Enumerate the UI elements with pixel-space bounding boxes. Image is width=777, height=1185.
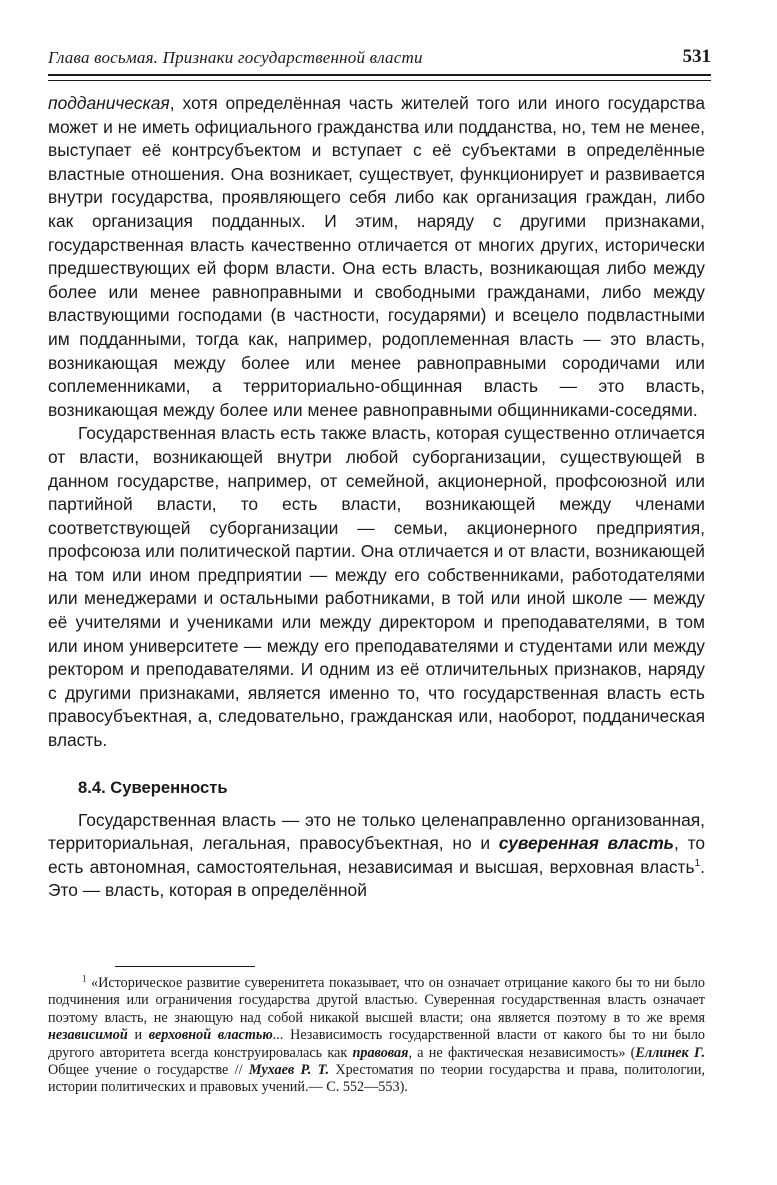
- footnote-marker: 1: [82, 973, 87, 984]
- footnote-emphasis: правовая: [352, 1044, 409, 1061]
- main-text: [48, 92, 705, 903]
- footnote-divider: [115, 966, 255, 967]
- citation-author: Мухаев Р. Т.: [248, 1062, 329, 1079]
- footnote-reference[interactable]: 1: [694, 858, 701, 870]
- lead-emphasis: подданическая: [48, 93, 170, 113]
- footnote-emphasis: верховной властью: [148, 1027, 273, 1044]
- header-rule-thick: [48, 74, 711, 76]
- footnote-text: , а не фактическая независимость» (: [408, 1044, 636, 1061]
- header-rule-thin: [48, 80, 711, 81]
- paragraph-text: Государственная власть — это не только целенаправленно организованная, территориальная, легальная, правосубъектная, но и: [48, 809, 705, 854]
- running-head: [48, 44, 711, 72]
- footnote-text: Общее учение о государстве //: [48, 1062, 249, 1079]
- page-number: 531: [682, 46, 711, 67]
- footnote-text: ... Независимость государственной власти от какого бы то ни было другого авторитета всегда конструировалась как: [48, 1027, 706, 1061]
- footnote: [48, 975, 705, 1097]
- emphasis-term: суверенная власть: [498, 833, 675, 854]
- paragraph: [48, 422, 705, 752]
- footnote-text: и: [127, 1027, 149, 1044]
- section-heading: 8.4. Суверенность: [78, 777, 228, 797]
- paragraph-text: , хотя определённая часть жителей того или иного государства может и не иметь официального гражданства или подданства, но, тем не менее, выступает её контрсубъектом и вступает с её субъектами в определённые властные отношения. Она возникает, существует, функционирует и развивается внутри государства, проявляющего себя либо как организация граждан, либо как организация подданных. И этим, наряду с другими признаками, государственная власть качественно отличается от многих других, исторически предшествующих ей форм власти. Она есть власть, возникающая либо между более или менее равноправными и свободными гражданами, либо между властвующими господами (в частности, государями) и всецело подвластными им подданными, тогда как, например, родоплеменная власть — это власть, возникающая между более или менее равноправными сородичами или соплеменниками, а территориально-общинная власть — это власть, возникающая между более или менее равноправными общинниками-соседями.: [48, 93, 705, 420]
- footnote-text: Хрестоматия по теории государства и права, политологии, истории политических и правовых учений.— С. 552—553).: [48, 1062, 705, 1096]
- footnote-text: «Историческое развитие суверенитета показывает, что он означает отрицание какого бы то ни было подчинения или ограничения государства другой властью. Суверенная государственная власть означает поэтому власть, не знающую над собой никакой высшей власти; она является поэтому в то же время: [48, 975, 705, 1026]
- citation-author: Еллинек Г.: [635, 1044, 705, 1061]
- paragraph-continued: [48, 92, 705, 422]
- chapter-title: Глава восьмая. Признаки государственной власти: [48, 48, 423, 67]
- paragraph-text: . Это — власть, которая в определённой: [48, 856, 705, 901]
- paragraph-text: , то есть автономная, самостоятельная, независимая и высшая, верховная власть: [48, 833, 706, 877]
- paragraph: [48, 809, 705, 903]
- footnote-emphasis: независимой: [48, 1027, 128, 1044]
- paragraph-text: Государственная власть есть также власть, которая существенно отличается от власти, возникающей внутри любой суборганизации, существующей в данном государстве, например, от семейной, акционерной, профсоюзной или партийной власти, то есть власти, возникающей между членами соответствующей суборганизации — семьи, акционерного предприятия, профсоюза или политической партии. Она отличается и от власти, возникающей на том или ином предприятии — между его собственниками, работодателями или менеджерами и остальными работниками, в той или иной школе — между её учителями и учениками или между директором и преподавателями, в том или ином университете — между его преподавателями и студентами или между ректором и преподавателями. И одним из её отличительных признаков, наряду с другими признаками, является именно то, что государственная власть есть правосубъектная, а, следовательно, гражданская или, наоборот, подданическая власть.: [48, 423, 705, 751]
